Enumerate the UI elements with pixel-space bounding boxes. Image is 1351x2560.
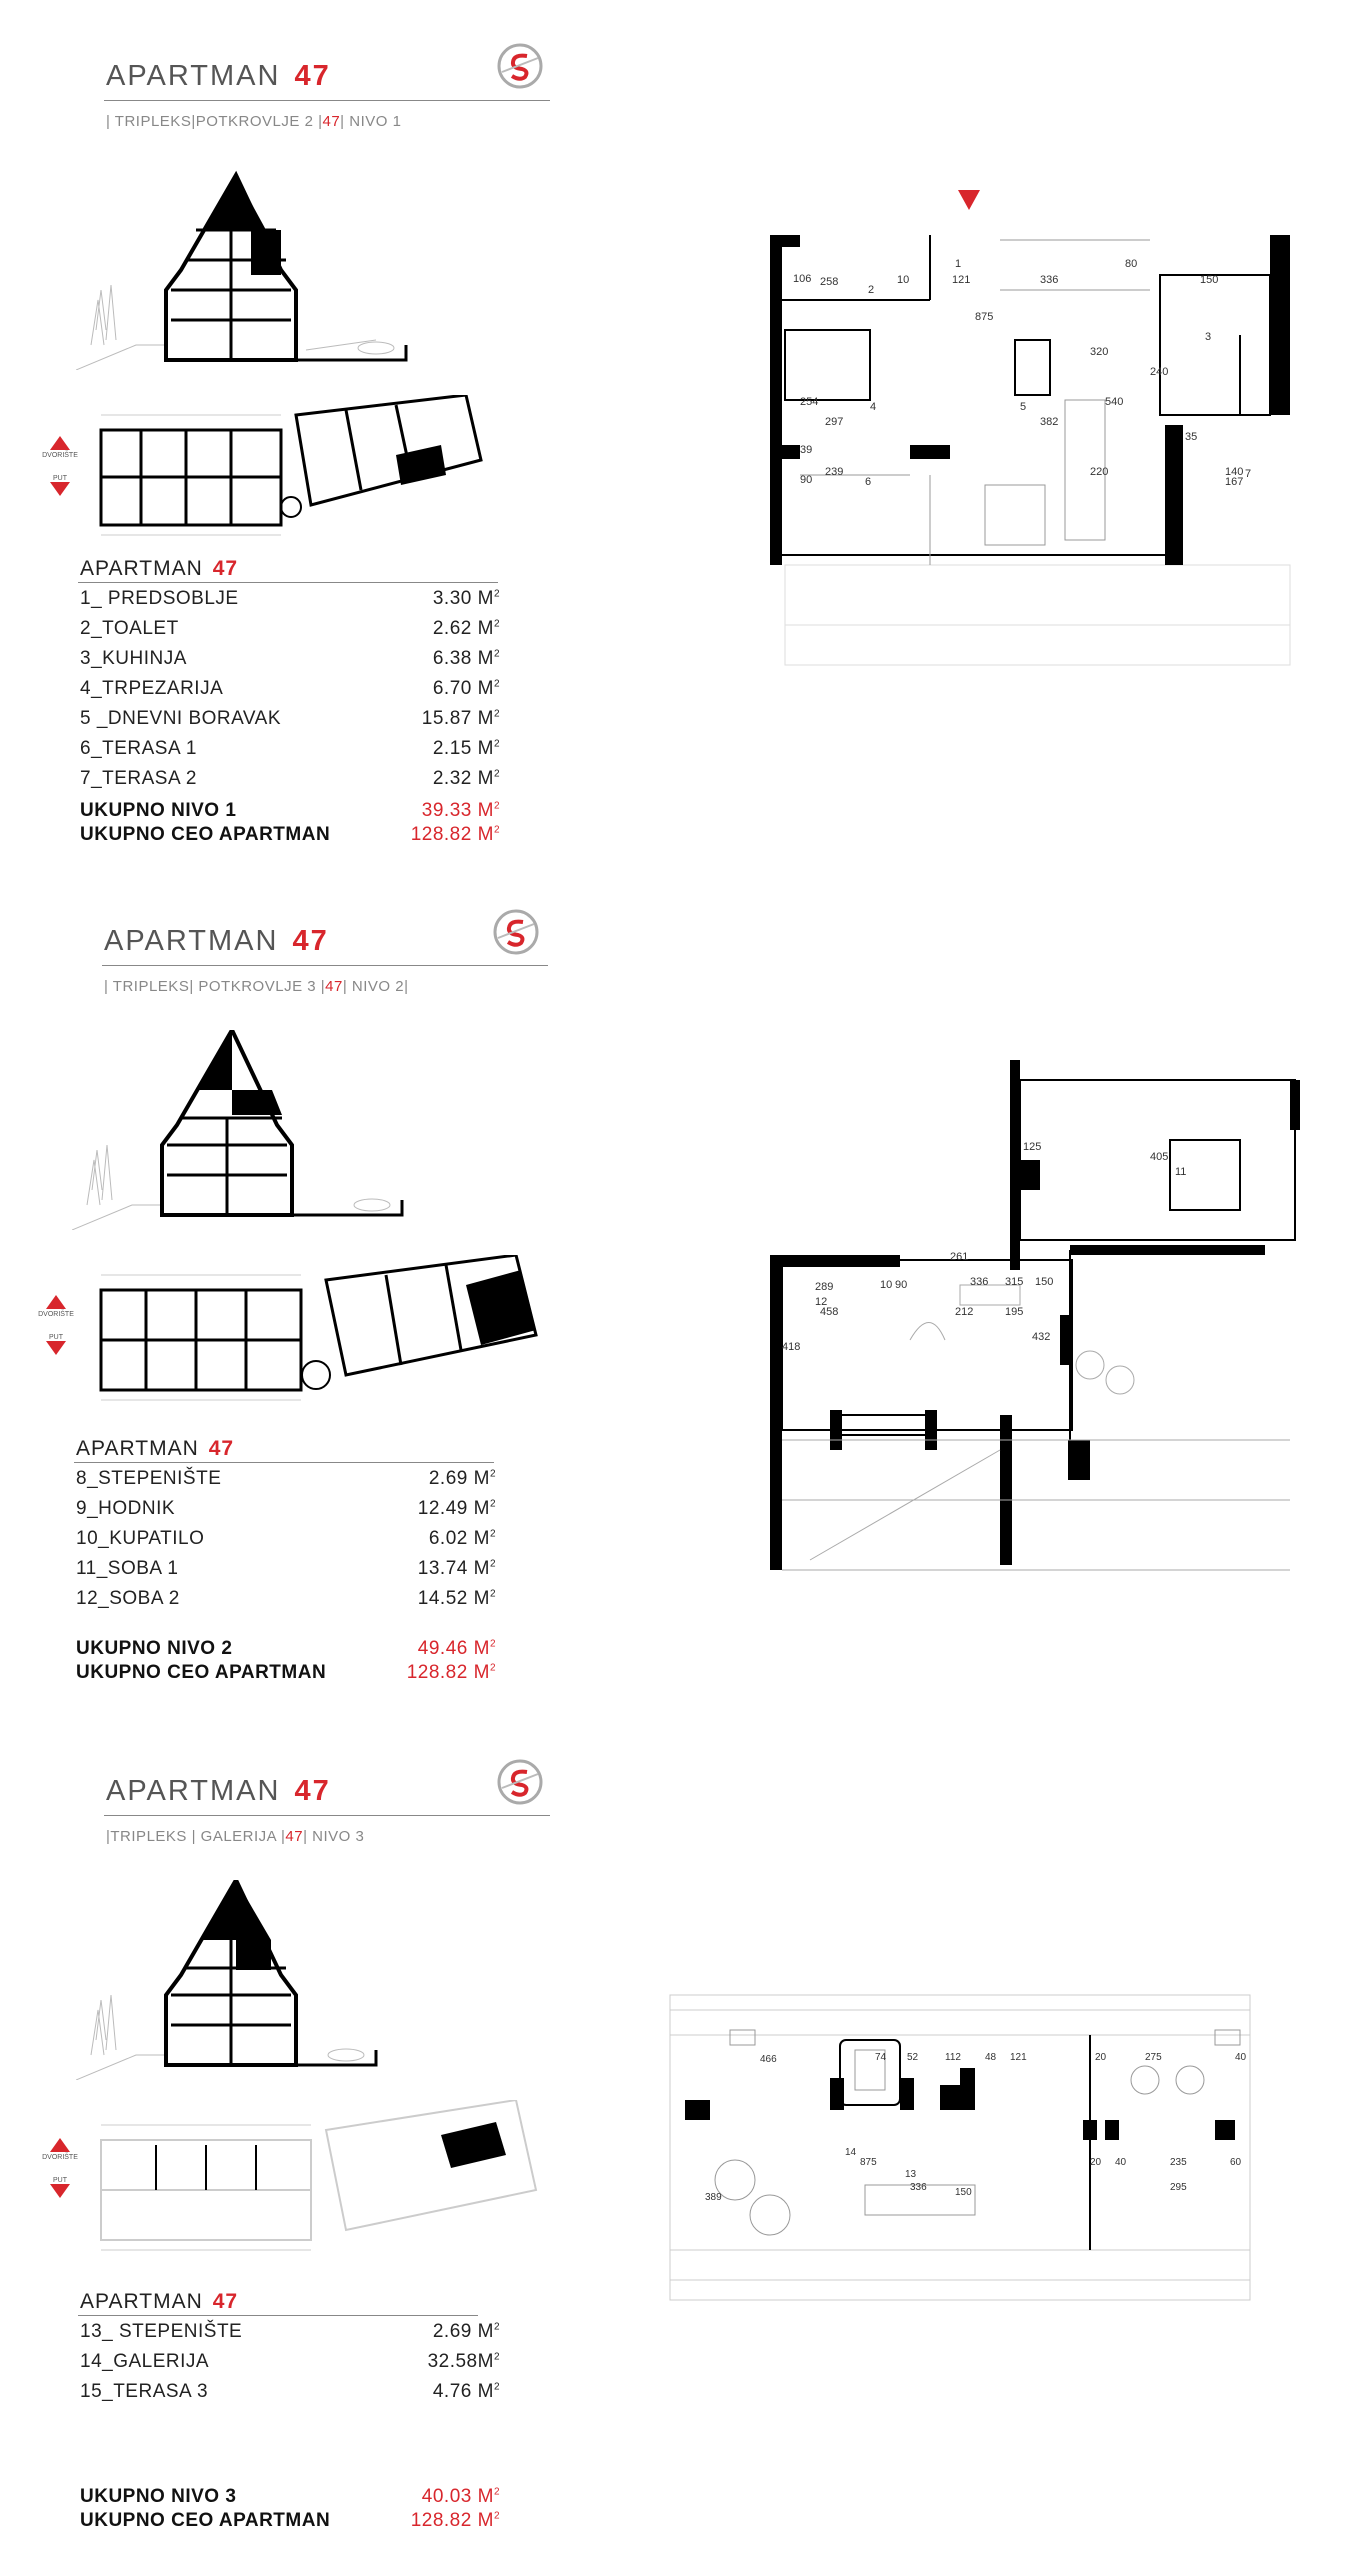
apartment-subtitle: | TRIPLEKS|POTKROVLJE 2 |47| NIVO 1 [106, 113, 402, 130]
dimension-label: 382 [1040, 416, 1059, 428]
dimension-label: 275 [1145, 2052, 1162, 2063]
room-row: 10_KUPATILO 6.02 $M^2$ [76, 1528, 496, 1549]
orientation-indicator: DVORIŠTE PUT [40, 2138, 80, 2200]
dimension-label: 195 [1005, 1306, 1024, 1318]
dimension-label: 240 [1150, 366, 1169, 378]
building-section-diagram [76, 1880, 416, 2080]
room-row: 14_GALERIJA $32.58M^2$ [80, 2351, 500, 2372]
room-row: 7_TERASA 2 2.32 $M^2$ [80, 768, 500, 789]
room-row: 8_STEPENIŠTE 2.69 $M^2$ [76, 1468, 496, 1489]
divider [104, 100, 550, 101]
room-row: 9_HODNIK 12.49 $M^2$ [76, 1498, 496, 1519]
dimension-label: 10 [897, 274, 910, 286]
dimension-label: 254 [800, 396, 819, 408]
room-row: 1_ PREDSOBLJE 3.30 $M^2$ [80, 588, 500, 609]
dimension-label: 20 [1090, 2157, 1102, 2168]
orientation-indicator: DVORIŠTE PUT [40, 436, 80, 498]
dimension-label: 60 [1230, 2157, 1242, 2168]
dimension-label: 239 [825, 466, 844, 478]
divider [74, 1462, 494, 1463]
divider [104, 1815, 550, 1816]
arrow-up-icon [46, 1295, 66, 1309]
floor-key-plan [96, 395, 486, 540]
dimension-label: 6 [865, 476, 872, 488]
area-table-title: APARTMAN 47 [80, 2290, 239, 2313]
divider [102, 965, 548, 966]
dimension-label: 12 [815, 1296, 828, 1308]
dimension-label: 11 [1175, 1166, 1187, 1178]
dimension-label: 875 [860, 2157, 877, 2168]
dimension-label: 458 [820, 1306, 839, 1318]
arrow-up-icon [50, 436, 70, 450]
dimension-label: 40 [1115, 2157, 1127, 2168]
apartment-total-row: UKUPNO CEO APARTMAN 128.82 $M^2$ [80, 2510, 500, 2531]
dimension-label: 7 [1245, 468, 1252, 480]
arrow-down-icon [50, 2184, 70, 2198]
room-row: 5 _DNEVNI BORAVAK 15.87 $M^2$ [80, 708, 500, 729]
floor-plan-level-2 [770, 1060, 1300, 1590]
apartment-subtitle: | TRIPLEKS| POTKROVLJE 3 |47| NIVO 2| [104, 978, 409, 995]
dimension-label: 336 [970, 1276, 989, 1288]
floor-key-plan [96, 2100, 546, 2270]
dimension-label: 466 [760, 2054, 777, 2065]
dimension-label: 2 [868, 284, 875, 296]
dimension-label: 875 [975, 311, 994, 323]
dimension-label: 258 [820, 276, 839, 288]
dimension-label: 315 [1005, 1276, 1024, 1288]
orientation-indicator: DVORIŠTE PUT [36, 1295, 76, 1357]
dimension-label: 295 [1170, 2182, 1187, 2193]
dimension-label: 90 [800, 474, 813, 486]
room-row: 12_SOBA 2 14.52 $M^2$ [76, 1588, 496, 1609]
dimension-label: 125 [1023, 1141, 1042, 1153]
building-section-diagram [76, 170, 416, 370]
room-row: 3_KUHINJA 6.38 $M^2$ [80, 648, 500, 669]
dimension-label: 150 [1035, 1276, 1054, 1288]
dimension-label: 336 [1040, 274, 1059, 286]
arrow-down-icon [50, 482, 70, 496]
dimension-label: 20 [1095, 2052, 1107, 2063]
floor-plan-level-3 [665, 1990, 1265, 2305]
dimension-label: 90 [895, 1279, 908, 1291]
level-total-row: UKUPNO NIVO 3 40.03 $M^2$ [80, 2486, 500, 2507]
room-row: 15_TERASA 3 4.76 $M^2$ [80, 2381, 500, 2402]
apartment-total-row: UKUPNO CEO APARTMAN 128.82 $M^2$ [76, 1662, 496, 1683]
room-row: 11_SOBA 1 13.74 $M^2$ [76, 1558, 496, 1579]
dimension-label: 540 [1105, 396, 1124, 408]
dimension-label: 418 [782, 1341, 801, 1353]
dimension-label: 121 [1010, 2052, 1027, 2063]
dimension-label: 320 [1090, 346, 1109, 358]
area-table-title: APARTMAN 47 [80, 557, 239, 580]
dimension-label: 14 [845, 2147, 857, 2158]
dimension-label: 167 [1225, 476, 1244, 488]
dimension-label: 106 [793, 273, 812, 285]
dimension-label: 10 [880, 1279, 893, 1291]
arrow-down-icon [46, 1341, 66, 1355]
brand-logo-icon [496, 1758, 544, 1806]
dimension-label: 1 [955, 258, 962, 270]
divider [78, 2315, 478, 2316]
dimension-label: 52 [907, 2052, 919, 2063]
dimension-label: 74 [875, 2052, 887, 2063]
dimension-label: 261 [950, 1251, 969, 1263]
dimension-label: 121 [952, 274, 971, 286]
dimension-label: 336 [910, 2182, 927, 2193]
room-row: 2_TOALET 2.62 $M^2$ [80, 618, 500, 639]
dimension-label: 80 [1125, 258, 1138, 270]
dimension-label: 39 [800, 444, 813, 456]
dimension-label: 13 [905, 2169, 917, 2180]
dimension-label: 150 [955, 2187, 972, 2198]
area-table-title: APARTMAN 47 [76, 1437, 235, 1460]
dimension-label: 140 [1225, 466, 1244, 478]
room-row: 6_TERASA 1 2.15 $M^2$ [80, 738, 500, 759]
dimension-label: 112 [945, 2052, 961, 2063]
dimension-label: 289 [815, 1281, 834, 1293]
floor-key-plan [96, 1255, 546, 1415]
dimension-label: 235 [1170, 2157, 1187, 2168]
dimension-label: 150 [1200, 274, 1219, 286]
entrance-arrow-icon [958, 190, 980, 210]
dimension-label: 220 [1090, 466, 1109, 478]
apartment-total-row: UKUPNO CEO APARTMAN 128.82 $M^2$ [80, 824, 500, 845]
dimension-label: 405 [1150, 1151, 1169, 1163]
dimension-label: 48 [985, 2052, 997, 2063]
dimension-label: 40 [1235, 2052, 1247, 2063]
brand-logo-icon [496, 42, 544, 90]
brand-logo-icon [492, 908, 540, 956]
dimension-label: 297 [825, 416, 844, 428]
apartment-title: APARTMAN 47 [104, 925, 329, 957]
building-section-diagram [72, 1030, 412, 1230]
apartment-title: APARTMAN 47 [106, 1775, 331, 1807]
room-row: 4_TRPEZARIJA 6.70 $M^2$ [80, 678, 500, 699]
apartment-title: APARTMAN 47 [106, 60, 331, 92]
dimension-label: 35 [1185, 431, 1198, 443]
divider [78, 582, 498, 583]
dimension-label: 3 [1205, 331, 1212, 343]
level-total-row: UKUPNO NIVO 2 49.46 $M^2$ [76, 1638, 496, 1659]
arrow-up-icon [50, 2138, 70, 2152]
dimension-label: 212 [955, 1306, 974, 1318]
floor-plan-level-1 [770, 185, 1300, 685]
dimension-label: 4 [870, 401, 877, 413]
dimension-label: 389 [705, 2192, 722, 2203]
dimension-label: 432 [1032, 1331, 1051, 1343]
apartment-subtitle: |TRIPLEKS | GALERIJA |47| NIVO 3 [106, 1828, 365, 1845]
room-row: 13_ STEPENIŠTE 2.69 $M^2$ [80, 2321, 500, 2342]
level-total-row: UKUPNO NIVO 1 39.33 $M^2$ [80, 800, 500, 821]
dimension-label: 5 [1020, 401, 1027, 413]
